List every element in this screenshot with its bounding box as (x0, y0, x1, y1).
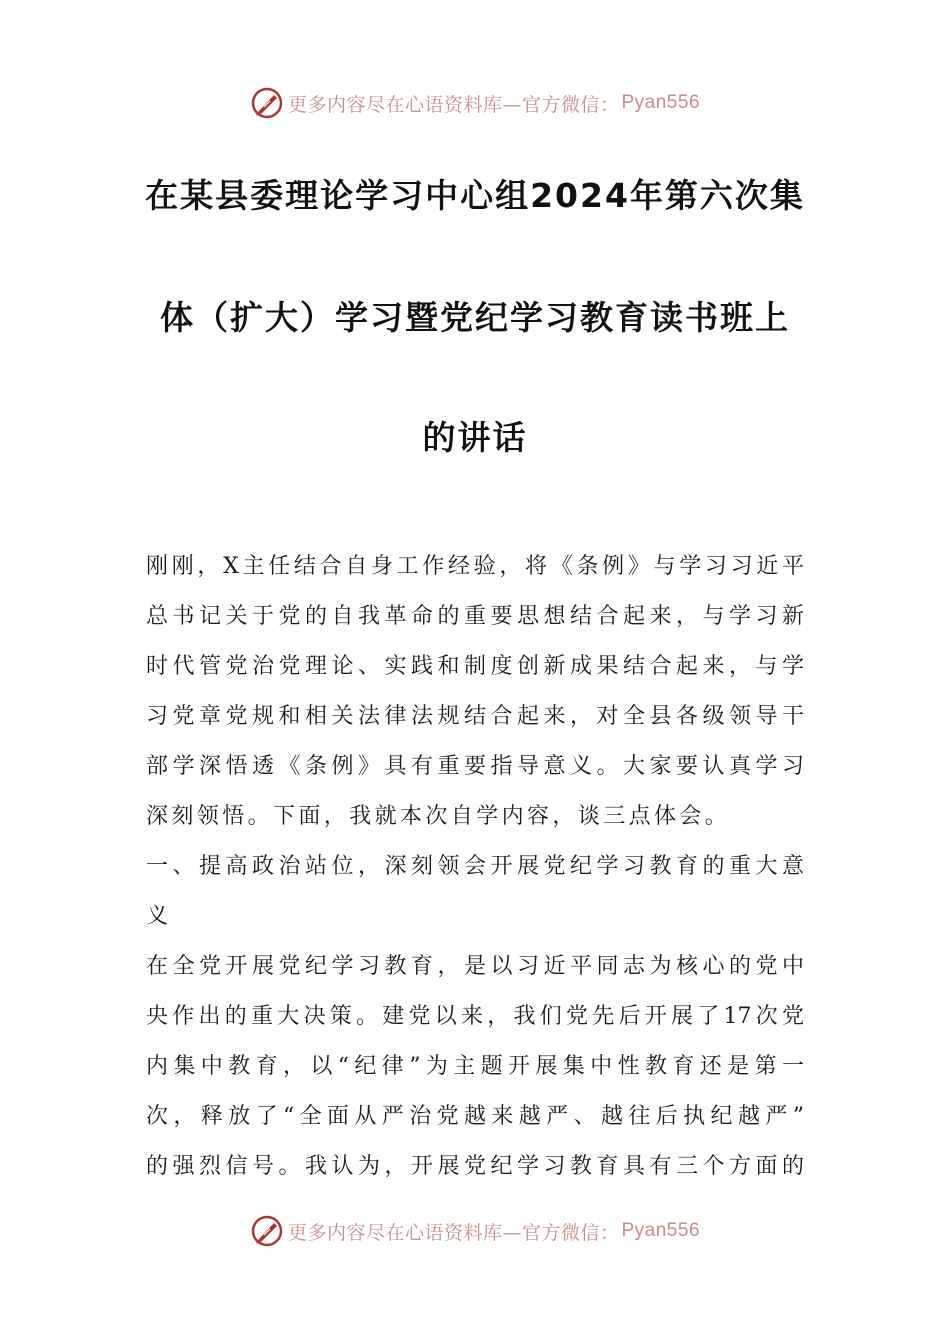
quill-logo-icon (250, 86, 284, 120)
watermark-text: 更多内容尽在心语资料库—官方微信： (287, 1221, 620, 1244)
section-heading-line: 一、提高政治站位，深刻领会开展党纪学习教育的重大意 (146, 854, 804, 879)
body-line: 深刻领悟。下面，我就本次自学内容，谈三点体会。 (146, 804, 731, 829)
header-watermark (0, 83, 950, 123)
footer-watermark (0, 1211, 950, 1251)
body-line: 次，释放了“全面从严治党越来越严、越往后执纪越严” (146, 1104, 804, 1129)
watermark-text: 更多内容尽在心语资料库—官方微信： (287, 93, 620, 116)
quill-logo-icon (250, 1214, 284, 1248)
document-title-line-1: 在某县委理论学习中心组2024年第六次集 (145, 176, 805, 215)
body-line: 习党章党规和相关法律法规结合起来，对全县各级领导干 (146, 704, 804, 729)
body-line: 央作出的重大决策。建党以来，我们党先后开展了17次党 (146, 1004, 804, 1029)
body-line: 内集中教育，以“纪律”为主题开展集中性教育还是第一 (146, 1054, 804, 1079)
body-line: 时代管党治党理论、实践和制度创新成果结合起来，与学 (146, 654, 804, 679)
watermark-wechat-id: Pyan556 (621, 92, 701, 113)
body-line: 刚刚，X主任结合自身工作经验，将《条例》与学习习近平 (146, 554, 804, 579)
document-title-line-3: 的讲话 (422, 418, 528, 457)
body-line: 部学深悟透《条例》具有重要指导意义。大家要认真学习 (146, 754, 804, 779)
document-title-line-2: 体（扩大）学习暨党纪学习教育读书班上 (160, 298, 790, 337)
body-line: 在全党开展党纪学习教育，是以习近平同志为核心的党中 (146, 954, 804, 979)
section-heading-line: 义 (146, 904, 172, 929)
body-line: 的强烈信号。我认为，开展党纪学习教育具有三个方面的 (146, 1154, 804, 1179)
body-line: 总书记关于党的自我革命的重要思想结合起来，与学习新 (146, 604, 804, 629)
watermark-wechat-id: Pyan556 (621, 1220, 701, 1241)
